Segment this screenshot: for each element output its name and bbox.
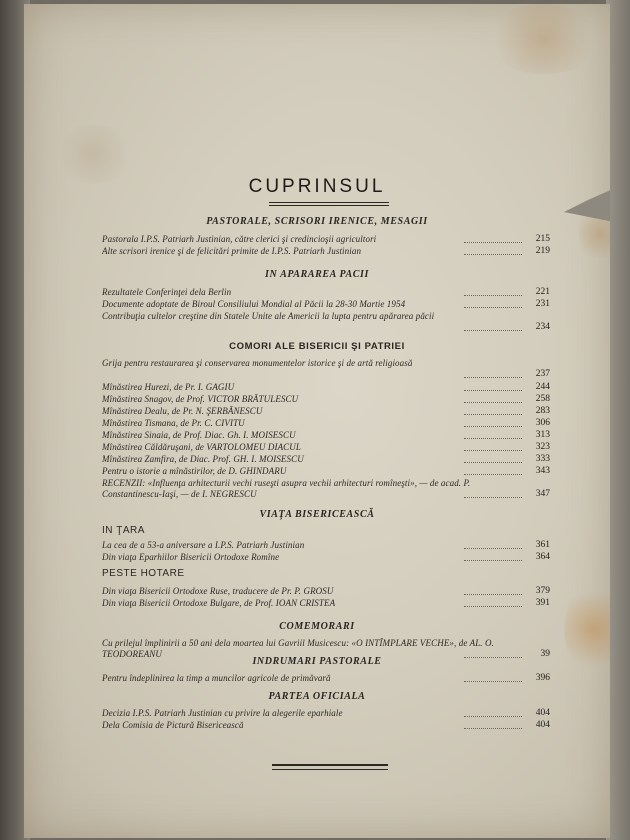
dot-leader [464, 402, 522, 403]
toc-page-number: 343 [535, 466, 550, 476]
toc-entry-title: RECENZII: «Influenţa arhitecturii vechi ruseşti asupra vechii arhitecturi romîneşti», — de acad. P. Constantinescu-Iaşi, — de I. NEGRESCU [102, 478, 471, 499]
toc-entry-title: Mînăstirea Snagov, de Prof. VICTOR BRĂTULESCU [102, 394, 299, 404]
toc-entry [102, 430, 542, 441]
dot-leader [464, 242, 522, 243]
toc-entry-title: Mînăstirea Hurezi, de Pr. I. GAGIU [102, 382, 235, 392]
toc-entry [102, 478, 522, 500]
toc-entry-title: Grija pentru restaurarea şi conservarea monumentelor istorice şi de artă religioasă [102, 358, 413, 368]
section-heading: COMORI ALE BISERICII ŞI PATRIEI [229, 341, 405, 352]
toc-entry [102, 287, 542, 298]
toc-entry-title: Decizia I.P.S. Patriarh Justinian cu privire la alegerile eparhiale [102, 708, 343, 718]
toc-entry [102, 394, 542, 405]
toc-page-number: 283 [535, 406, 550, 416]
toc-entry-title: Pastorala I.P.S. Patriarh Justinian, către clerici şi credincioşii agricultori [102, 234, 377, 244]
dot-leader [464, 377, 522, 378]
toc-entry-title: Mînăstirea Zamfira, de Diac. Prof. GH. I. MOISESCU [102, 454, 304, 464]
toc-page-number: 333 [535, 454, 550, 464]
toc-entry-title: Contribuţia cultelor creştine din Statele Unite ale Americii la lupta pentru apărarea păcii [102, 311, 435, 321]
toc-entry [102, 358, 522, 380]
subsection-heading: IN ŢARA [102, 525, 145, 536]
toc-page-number: 364 [535, 552, 550, 562]
toc-entry [102, 540, 542, 551]
toc-entry [102, 552, 542, 563]
toc-entry [102, 454, 542, 465]
section-heading: PASTORALE, SCRISORI IRENICE, MESAGII [206, 216, 428, 227]
dot-leader [464, 606, 522, 607]
toc-entry-title: Din viaţa Bisericii Ortodoxe Ruse, traducere de Pr. P. GROSU [102, 586, 334, 596]
toc-entry-title: Cu prilejul împlinirii a 50 ani dela moartea lui Gavriil Musicescu: «O INTÎMPLARE VECHE», de AL. O. TEODOREANU [102, 638, 494, 659]
footer-rule [272, 764, 388, 766]
toc-entry [102, 246, 542, 257]
toc-page-number: 258 [535, 394, 550, 404]
dot-leader [464, 716, 522, 717]
page-sheet [24, 4, 610, 838]
dot-leader [464, 295, 522, 296]
toc-entry [102, 720, 542, 731]
toc-page-number: 244 [535, 382, 550, 392]
toc-entry [102, 299, 542, 310]
table-of-contents [24, 4, 610, 838]
toc-page-number: 219 [535, 246, 550, 256]
toc-entry [102, 234, 542, 245]
toc-entry [102, 382, 542, 393]
toc-entry-title: Mînăstirea Tismana, de Pr. C. CIVITU [102, 418, 245, 428]
dot-leader [464, 390, 522, 391]
toc-entry [102, 586, 542, 597]
toc-entry-title: Din viaţa Eparhiilor Bisericii Ortodoxe Romîne [102, 552, 280, 562]
toc-page-number: 347 [535, 489, 550, 499]
toc-entry-title: Alte scrisori irenice şi de felicitări primite de I.P.S. Patriarh Justinian [102, 246, 362, 256]
toc-entry-title: La cea de a 53-a aniversare a I.P.S. Patriarh Justinian [102, 540, 305, 550]
page-title: CUPRINSUL [248, 176, 386, 197]
toc-page-number: 323 [535, 442, 550, 452]
toc-page-number: 396 [535, 673, 550, 683]
toc-entry-title: Documente adoptate de Biroul Consiliului Mondial al Păcii la 28-30 Martie 1954 [102, 299, 406, 309]
toc-page-number: 361 [535, 540, 550, 550]
toc-entry [102, 311, 522, 333]
toc-entry-title: Rezultatele Conferinţei dela Berlin [102, 287, 232, 297]
toc-entry [102, 598, 542, 609]
toc-entry [102, 708, 542, 719]
toc-entry [102, 466, 542, 477]
dot-leader [464, 560, 522, 561]
dot-leader [464, 426, 522, 427]
dot-leader [464, 681, 522, 682]
dot-leader [464, 450, 522, 451]
dot-leader [464, 414, 522, 415]
dot-leader [464, 594, 522, 595]
dot-leader [464, 462, 522, 463]
toc-page-number: 231 [535, 299, 550, 309]
toc-entry-title: Mînăstirea Sinaia, de Prof. Diac. Gh. I. MOISESCU [102, 430, 296, 440]
dot-leader [464, 728, 522, 729]
footer-rule [272, 769, 388, 770]
dot-leader [464, 307, 522, 308]
toc-entry-title: Mînăstirea Căldăruşani, de VARTOLOMEU DIACUL [102, 442, 301, 452]
section-heading: COMEMORARI [279, 621, 355, 632]
toc-page-number: 39 [540, 649, 550, 659]
section-heading: IN APARAREA PACII [265, 269, 369, 280]
toc-page-number: 237 [535, 369, 550, 379]
toc-entry [102, 406, 542, 417]
dot-leader [464, 497, 522, 498]
toc-page-number: 313 [535, 430, 550, 440]
section-heading: INDRUMARI PASTORALE [252, 656, 382, 667]
dot-leader [464, 438, 522, 439]
toc-entry-title: Pentru o istorie a mînăstirilor, de D. GHINDARU [102, 466, 287, 476]
toc-page-number: 221 [535, 287, 550, 297]
toc-entry [102, 442, 542, 453]
toc-page-number: 306 [535, 418, 550, 428]
subsection-heading: PESTE HOTARE [102, 568, 185, 579]
toc-entry-title: Pentru îndeplinirea la timp a muncilor agricole de primăvară [102, 673, 331, 683]
dot-leader [464, 548, 522, 549]
toc-page-number: 215 [535, 234, 550, 244]
toc-page-number: 404 [535, 720, 550, 730]
section-heading: PARTEA OFICIALA [268, 691, 366, 702]
toc-entry-title: Mînăstirea Dealu, de Pr. N. ŞERBĂNESCU [102, 406, 263, 416]
section-heading: VIAŢA BISERICEASCĂ [259, 509, 375, 520]
toc-page-number: 391 [535, 598, 550, 608]
dot-leader [464, 330, 522, 331]
toc-entry [102, 418, 542, 429]
toc-entry-title: Din viaţa Bisericii Ortodoxe Bulgare, de Prof. IOAN CRISTEA [102, 598, 336, 608]
dot-leader [464, 254, 522, 255]
toc-entry-title: Dela Comisia de Pictură Bisericească [102, 720, 244, 730]
dot-leader [464, 474, 522, 475]
toc-entry [102, 673, 542, 684]
toc-page-number: 234 [535, 322, 550, 332]
toc-page-number: 404 [535, 708, 550, 718]
toc-page-number: 379 [535, 586, 550, 596]
